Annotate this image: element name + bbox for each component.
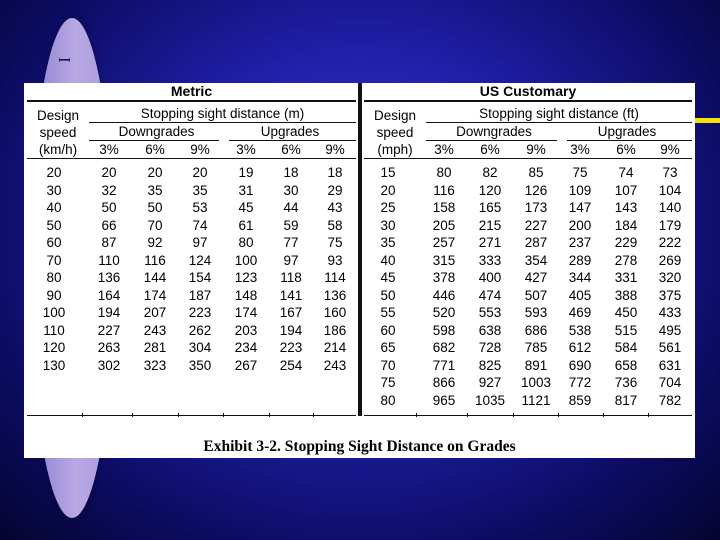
sight-distance-cell: 584 bbox=[614, 340, 638, 355]
design-speed-cell: 55 bbox=[380, 305, 396, 320]
sight-distance-cell: 891 bbox=[524, 357, 548, 373]
sight-distance-cell: 85 bbox=[528, 165, 544, 180]
sight-distance-cell: 173 bbox=[524, 200, 548, 215]
sight-distance-cell: 682 bbox=[432, 340, 456, 355]
sight-distance-cell: 97 bbox=[192, 235, 208, 250]
sight-distance-cell: 77 bbox=[283, 235, 299, 250]
design-speed-cell: 100 bbox=[42, 305, 66, 320]
sight-distance-cell: 612 bbox=[568, 340, 592, 355]
column-tick bbox=[223, 413, 224, 417]
sight-distance-cell: 179 bbox=[658, 217, 682, 233]
speed-unit: (mph) bbox=[377, 142, 413, 157]
group-rule bbox=[426, 122, 692, 123]
us-title: US Customary bbox=[479, 83, 577, 99]
design-speed-cell: 75 bbox=[380, 375, 396, 390]
sight-distance-cell: 302 bbox=[97, 357, 121, 373]
sight-distance-cell: 331 bbox=[614, 270, 638, 285]
column-tick bbox=[603, 413, 604, 417]
column-tick bbox=[513, 413, 514, 417]
accent-line bbox=[695, 118, 720, 123]
sight-distance-cell: 658 bbox=[614, 357, 638, 373]
table-bottom-rule bbox=[27, 415, 356, 416]
design-speed-cell: 60 bbox=[46, 235, 62, 250]
design-speed-cell: 20 bbox=[380, 182, 396, 198]
sight-distance-cell: 267 bbox=[234, 357, 258, 373]
column-tick bbox=[178, 413, 179, 417]
sight-distance-cell: 186 bbox=[323, 322, 347, 338]
grade-column-header: 3% bbox=[570, 142, 590, 157]
sight-distance-cell: 866 bbox=[432, 375, 456, 390]
sight-distance-cell: 136 bbox=[97, 270, 121, 285]
sight-distance-cell: 50 bbox=[147, 200, 163, 215]
table-divider bbox=[358, 83, 362, 416]
design-speed-cell: 20 bbox=[46, 165, 62, 180]
sight-distance-cell: 164 bbox=[97, 287, 121, 303]
grade-column-header: 9% bbox=[190, 142, 210, 157]
sight-distance-cell: 116 bbox=[433, 182, 455, 198]
sight-distance-cell: 1003 bbox=[520, 375, 552, 390]
design-speed-cell: 60 bbox=[380, 322, 396, 338]
sight-distance-cell: 58 bbox=[327, 217, 343, 233]
sight-distance-cell: 375 bbox=[658, 287, 682, 303]
sight-distance-cell: 289 bbox=[568, 252, 592, 268]
sight-distance-cell: 19 bbox=[238, 165, 254, 180]
design-speed-cell: 15 bbox=[380, 165, 396, 180]
sight-distance-cell: 553 bbox=[478, 305, 502, 320]
sight-distance-cell: 859 bbox=[568, 392, 592, 408]
column-header-rule bbox=[364, 158, 692, 159]
sight-distance-cell: 194 bbox=[279, 322, 303, 338]
sight-distance-cell: 227 bbox=[524, 217, 548, 233]
design-speed-cell: 45 bbox=[380, 270, 396, 285]
sight-distance-cell: 107 bbox=[614, 182, 638, 198]
sight-distance-cell: 262 bbox=[188, 322, 212, 338]
sight-distance-cell: 174 bbox=[234, 305, 258, 320]
sight-distance-cell: 32 bbox=[101, 182, 117, 198]
design-speed-cell: 80 bbox=[380, 392, 396, 408]
upgrades-label: Upgrades bbox=[597, 124, 657, 139]
sight-distance-cell: 158 bbox=[432, 200, 456, 215]
metric-table bbox=[27, 83, 356, 416]
grade-column-header: 9% bbox=[526, 142, 546, 157]
sight-distance-cell: 1035 bbox=[474, 392, 506, 408]
sight-distance-cell: 45 bbox=[238, 200, 254, 215]
sight-distance-cell: 243 bbox=[323, 357, 347, 373]
sight-distance-cell: 344 bbox=[568, 270, 592, 285]
sight-distance-cell: 323 bbox=[143, 357, 167, 373]
sight-distance-cell: 124 bbox=[188, 252, 212, 268]
sight-distance-cell: 147 bbox=[568, 200, 592, 215]
sight-distance-cell: 50 bbox=[101, 200, 117, 215]
sight-distance-cell: 736 bbox=[614, 375, 638, 390]
sight-distance-cell: 825 bbox=[478, 357, 502, 373]
group-header: Stopping sight distance (m) bbox=[140, 106, 305, 121]
sight-distance-cell: 31 bbox=[238, 182, 254, 198]
grade-column-header: 3% bbox=[236, 142, 256, 157]
sight-distance-cell: 965 bbox=[432, 392, 456, 408]
group-rule bbox=[89, 122, 356, 123]
sight-distance-cell: 53 bbox=[192, 200, 208, 215]
sight-distance-cell: 223 bbox=[188, 305, 212, 320]
design-label: Design bbox=[36, 108, 80, 123]
sight-distance-cell: 187 bbox=[188, 287, 212, 303]
us-customary-table bbox=[364, 83, 692, 416]
column-tick bbox=[269, 413, 270, 417]
design-speed-cell: 40 bbox=[380, 252, 396, 268]
upgrades-label: Upgrades bbox=[260, 124, 320, 139]
sight-distance-cell: 538 bbox=[568, 322, 592, 338]
sight-distance-cell: 73 bbox=[662, 165, 678, 180]
sight-distance-cell: 234 bbox=[234, 340, 258, 355]
sight-distance-cell: 44 bbox=[283, 200, 299, 215]
sight-distance-cell: 35 bbox=[192, 182, 208, 198]
sight-distance-cell: 785 bbox=[524, 340, 548, 355]
sight-distance-cell: 120 bbox=[478, 182, 502, 198]
sight-distance-cell: 87 bbox=[101, 235, 117, 250]
sight-distance-cell: 333 bbox=[478, 252, 502, 268]
design-speed-cell: 65 bbox=[380, 340, 396, 355]
sight-distance-cell: 80 bbox=[238, 235, 254, 250]
sight-distance-cell: 214 bbox=[323, 340, 347, 355]
sight-distance-cell: 561 bbox=[658, 340, 682, 355]
sight-distance-cell: 782 bbox=[658, 392, 682, 408]
sight-distance-cell: 690 bbox=[568, 357, 592, 373]
design-speed-cell: 50 bbox=[46, 217, 62, 233]
sight-distance-cell: 200 bbox=[568, 217, 592, 233]
sight-distance-cell: 320 bbox=[658, 270, 682, 285]
sight-distance-cell: 174 bbox=[143, 287, 167, 303]
sight-distance-cell: 378 bbox=[432, 270, 456, 285]
sight-distance-cell: 20 bbox=[192, 165, 208, 180]
table-bottom-rule bbox=[364, 415, 692, 416]
sight-distance-cell: 207 bbox=[143, 305, 167, 320]
sight-distance-cell: 74 bbox=[192, 217, 208, 233]
sight-distance-cell: 304 bbox=[188, 340, 212, 355]
sight-distance-cell: 229 bbox=[614, 235, 638, 250]
design-speed-cell: 30 bbox=[46, 182, 62, 198]
sight-distance-cell: 43 bbox=[327, 200, 343, 215]
design-speed-cell: 70 bbox=[46, 252, 62, 268]
grade-column-header: 6% bbox=[616, 142, 636, 157]
sight-distance-cell: 450 bbox=[614, 305, 638, 320]
sight-distance-cell: 75 bbox=[572, 165, 588, 180]
exhibit-caption: Exhibit 3-2. Stopping Sight Distance on Grades bbox=[203, 438, 516, 455]
design-speed-cell: 35 bbox=[380, 235, 396, 250]
design-speed-cell: 70 bbox=[380, 357, 396, 373]
group-header: Stopping sight distance (ft) bbox=[479, 106, 639, 121]
design-speed-cell: 40 bbox=[46, 200, 62, 215]
sight-distance-cell: 123 bbox=[234, 270, 258, 285]
sight-distance-cell: 144 bbox=[143, 270, 167, 285]
sight-distance-cell: 227 bbox=[97, 322, 121, 338]
sight-distance-cell: 167 bbox=[279, 305, 303, 320]
speed-unit: (km/h) bbox=[38, 142, 78, 157]
exhibit-sheet bbox=[24, 83, 695, 458]
grade-column-header: 3% bbox=[434, 142, 454, 157]
grade-column-header: 3% bbox=[99, 142, 119, 157]
sight-distance-cell: 405 bbox=[568, 287, 592, 303]
sight-distance-cell: 114 bbox=[324, 270, 346, 285]
sight-distance-cell: 400 bbox=[478, 270, 502, 285]
sight-distance-cell: 237 bbox=[568, 235, 592, 250]
grade-column-header: 6% bbox=[480, 142, 500, 157]
sight-distance-cell: 100 bbox=[234, 252, 258, 268]
sight-distance-cell: 433 bbox=[658, 305, 682, 320]
sight-distance-cell: 257 bbox=[432, 235, 456, 250]
sight-distance-cell: 104 bbox=[658, 182, 682, 198]
design-speed-cell: 50 bbox=[380, 287, 396, 303]
sight-distance-cell: 29 bbox=[327, 182, 343, 198]
design-speed-cell: 25 bbox=[380, 200, 396, 215]
sight-distance-cell: 772 bbox=[568, 375, 592, 390]
sight-distance-cell: 203 bbox=[234, 322, 258, 338]
sight-distance-cell: 593 bbox=[524, 305, 548, 320]
sight-distance-cell: 469 bbox=[568, 305, 592, 320]
design-speed-cell: 120 bbox=[42, 340, 66, 355]
sight-distance-cell: 263 bbox=[97, 340, 121, 355]
design-speed-cell: 110 bbox=[43, 322, 65, 338]
sight-distance-cell: 704 bbox=[658, 375, 682, 390]
sight-distance-cell: 495 bbox=[658, 322, 682, 338]
sight-distance-cell: 287 bbox=[524, 235, 548, 250]
sight-distance-cell: 507 bbox=[524, 287, 548, 303]
sight-distance-cell: 20 bbox=[101, 165, 117, 180]
column-tick bbox=[313, 413, 314, 417]
grade-column-header: 6% bbox=[281, 142, 301, 157]
column-tick bbox=[558, 413, 559, 417]
sight-distance-cell: 141 bbox=[279, 287, 303, 303]
sight-distance-cell: 74 bbox=[618, 165, 634, 180]
sight-distance-cell: 474 bbox=[478, 287, 502, 303]
speed-label: speed bbox=[376, 125, 414, 140]
sight-distance-cell: 520 bbox=[432, 305, 456, 320]
sight-distance-cell: 160 bbox=[323, 305, 347, 320]
sight-distance-cell: 109 bbox=[568, 182, 592, 198]
sight-distance-cell: 18 bbox=[283, 165, 299, 180]
speed-label: speed bbox=[39, 125, 77, 140]
sight-distance-cell: 35 bbox=[147, 182, 163, 198]
column-tick bbox=[82, 413, 83, 417]
sight-distance-cell: 271 bbox=[478, 235, 502, 250]
sight-distance-cell: 126 bbox=[524, 182, 548, 198]
downgrades-rule bbox=[89, 140, 219, 141]
oval-text-top: I bbox=[55, 57, 74, 64]
sight-distance-cell: 66 bbox=[101, 217, 117, 233]
sight-distance-cell: 118 bbox=[280, 270, 302, 285]
sight-distance-cell: 315 bbox=[432, 252, 456, 268]
sight-distance-cell: 1121 bbox=[521, 392, 551, 408]
column-tick bbox=[467, 413, 468, 417]
sight-distance-cell: 61 bbox=[238, 217, 254, 233]
sight-distance-cell: 154 bbox=[188, 270, 212, 285]
sight-distance-cell: 281 bbox=[143, 340, 167, 355]
sight-distance-cell: 93 bbox=[327, 252, 343, 268]
header-rule bbox=[27, 100, 356, 102]
sight-distance-cell: 140 bbox=[658, 200, 682, 215]
sight-distance-cell: 194 bbox=[97, 305, 121, 320]
column-tick bbox=[416, 413, 417, 417]
downgrades-label: Downgrades bbox=[118, 124, 195, 139]
sight-distance-cell: 205 bbox=[432, 217, 456, 233]
design-speed-cell: 80 bbox=[46, 270, 62, 285]
sight-distance-cell: 771 bbox=[432, 357, 456, 373]
sight-distance-cell: 70 bbox=[147, 217, 163, 233]
sight-distance-cell: 388 bbox=[614, 287, 638, 303]
sight-distance-cell: 80 bbox=[436, 165, 452, 180]
sight-distance-cell: 92 bbox=[147, 235, 163, 250]
design-speed-cell: 130 bbox=[42, 357, 66, 373]
sight-distance-cell: 243 bbox=[143, 322, 167, 338]
sight-distance-cell: 30 bbox=[283, 182, 299, 198]
design-label: Design bbox=[373, 108, 417, 123]
downgrades-rule bbox=[426, 140, 557, 141]
column-header-rule bbox=[27, 158, 356, 159]
sight-distance-cell: 598 bbox=[432, 322, 456, 338]
grade-column-header: 6% bbox=[145, 142, 165, 157]
sight-distance-cell: 110 bbox=[98, 252, 120, 268]
sight-distance-cell: 446 bbox=[432, 287, 456, 303]
sight-distance-cell: 631 bbox=[658, 357, 682, 373]
sight-distance-cell: 222 bbox=[658, 235, 682, 250]
sight-distance-cell: 638 bbox=[478, 322, 502, 338]
sight-distance-cell: 354 bbox=[524, 252, 548, 268]
grade-column-header: 9% bbox=[660, 142, 680, 157]
header-rule bbox=[364, 100, 692, 102]
upgrades-rule bbox=[229, 140, 356, 141]
sight-distance-cell: 427 bbox=[524, 270, 548, 285]
sight-distance-cell: 148 bbox=[234, 287, 258, 303]
sight-distance-cell: 254 bbox=[279, 357, 303, 373]
sight-distance-cell: 515 bbox=[614, 322, 638, 338]
sight-distance-cell: 278 bbox=[614, 252, 638, 268]
design-speed-cell: 30 bbox=[380, 217, 396, 233]
sight-distance-cell: 728 bbox=[478, 340, 502, 355]
upgrades-rule bbox=[567, 140, 692, 141]
sight-distance-cell: 97 bbox=[283, 252, 299, 268]
sight-distance-cell: 686 bbox=[524, 322, 548, 338]
column-tick bbox=[648, 413, 649, 417]
sight-distance-cell: 136 bbox=[323, 287, 347, 303]
sight-distance-cell: 75 bbox=[327, 235, 343, 250]
column-tick bbox=[132, 413, 133, 417]
sight-distance-cell: 165 bbox=[478, 200, 502, 215]
sight-distance-cell: 184 bbox=[614, 217, 638, 233]
sight-distance-cell: 269 bbox=[658, 252, 682, 268]
sight-distance-cell: 143 bbox=[614, 200, 638, 215]
sight-distance-cell: 20 bbox=[147, 165, 163, 180]
sight-distance-cell: 223 bbox=[279, 340, 303, 355]
downgrades-label: Downgrades bbox=[456, 124, 532, 139]
design-speed-cell: 90 bbox=[46, 287, 62, 303]
sight-distance-cell: 116 bbox=[144, 252, 166, 268]
sight-distance-cell: 82 bbox=[482, 165, 498, 180]
sight-distance-cell: 215 bbox=[478, 217, 502, 233]
sight-distance-cell: 350 bbox=[188, 357, 212, 373]
sight-distance-cell: 927 bbox=[478, 375, 502, 390]
sight-distance-cell: 817 bbox=[614, 392, 638, 408]
sight-distance-cell: 59 bbox=[283, 217, 299, 233]
sight-distance-cell: 18 bbox=[327, 165, 343, 180]
grade-column-header: 9% bbox=[325, 142, 345, 157]
metric-title: Metric bbox=[170, 83, 213, 99]
